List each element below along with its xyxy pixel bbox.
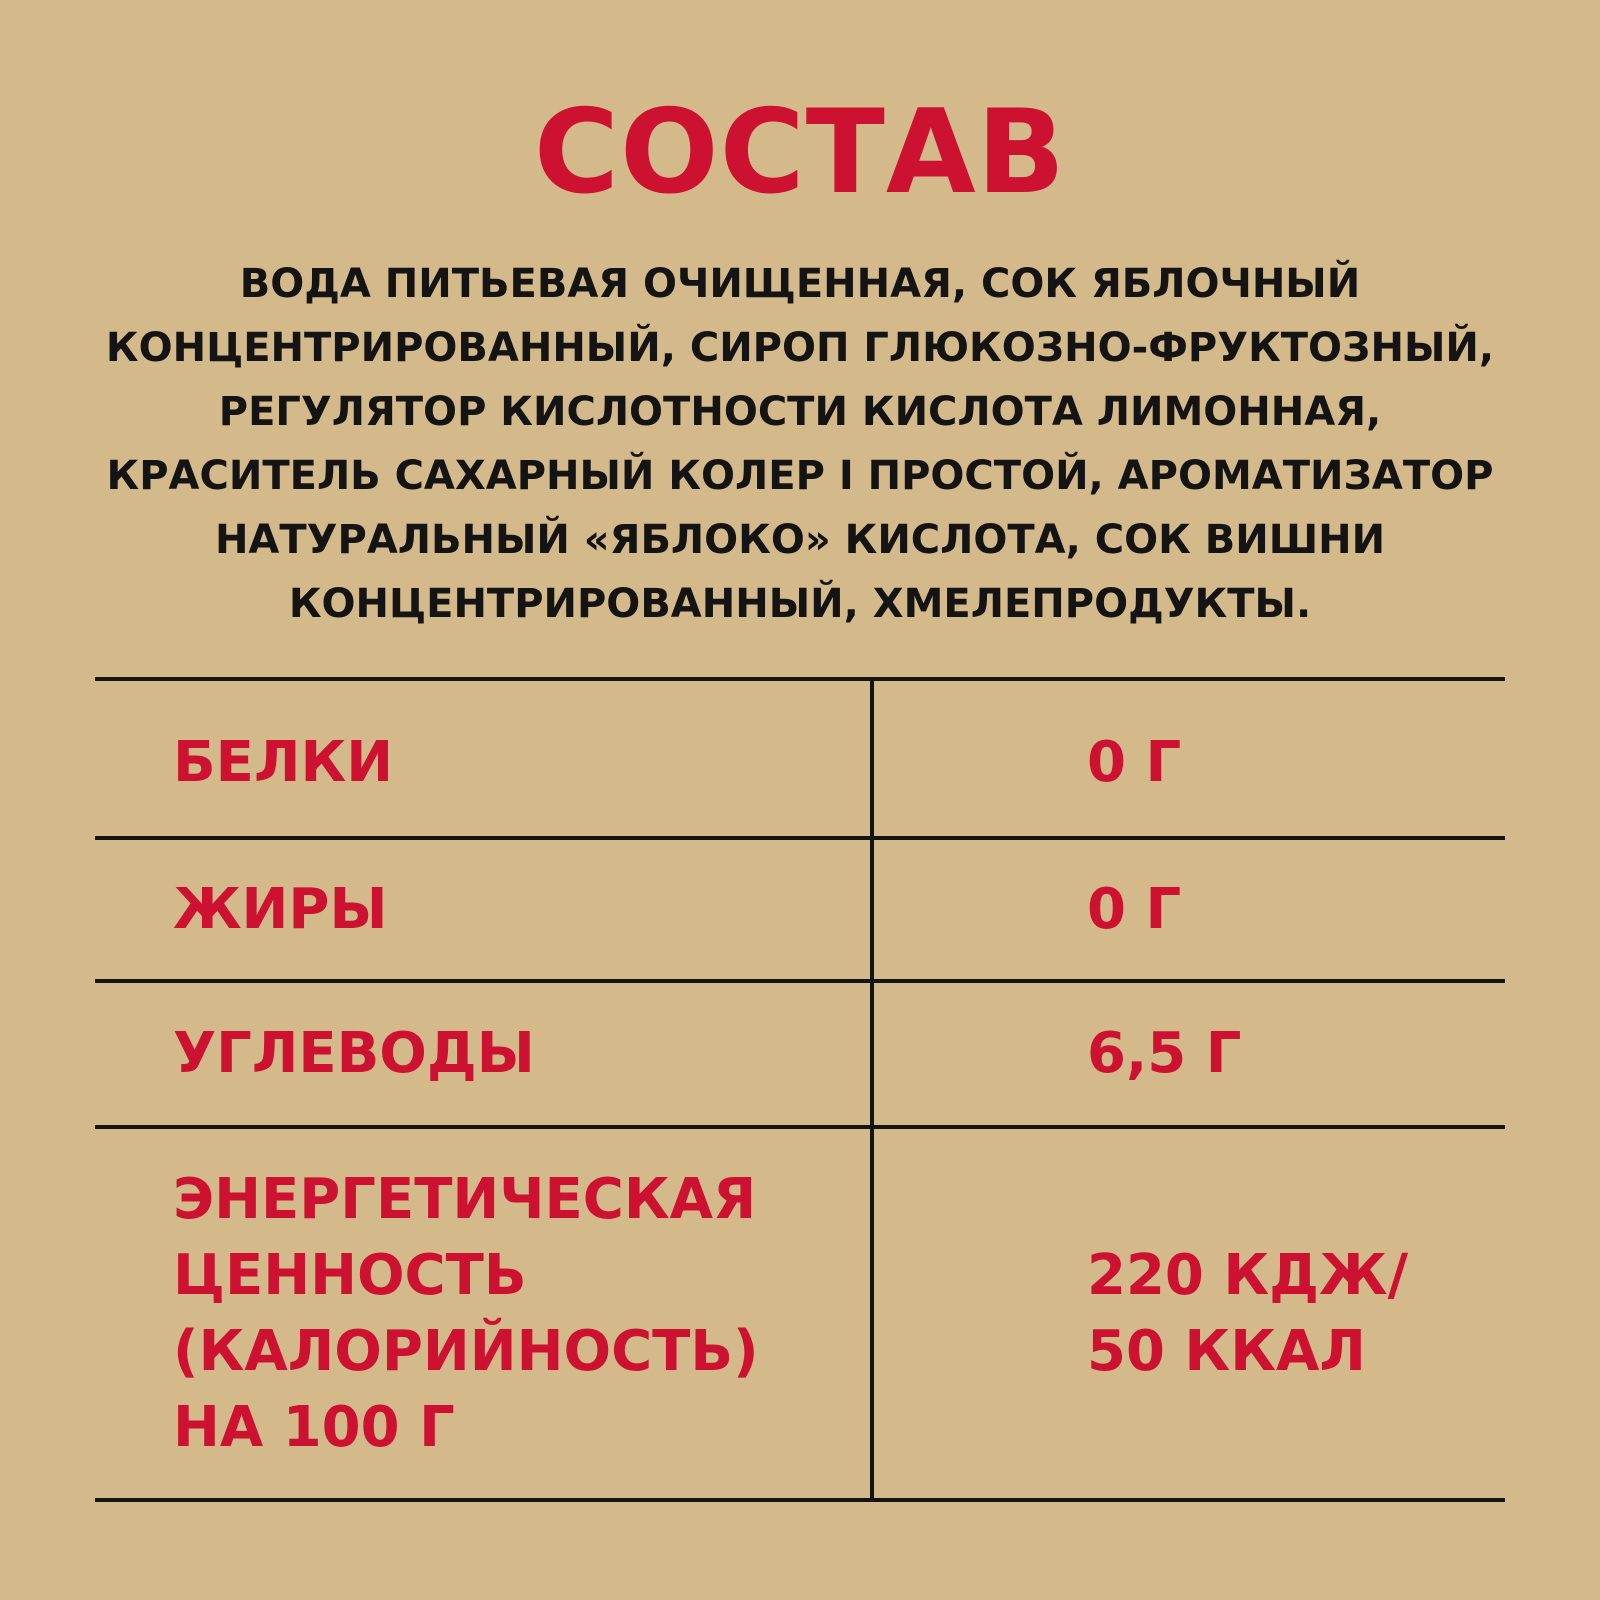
nutrition-table <box>95 677 1505 1502</box>
nutrient-value-line: 6,5 Г <box>1087 1021 1242 1086</box>
nutrient-label-fat <box>95 838 872 981</box>
ingredients-line: КРАСИТЕЛЬ САХАРНЫЙ КОЛЕР I ПРОСТОЙ, АРОМАТИЗАТОР <box>106 453 1494 499</box>
nutrient-label-energy <box>95 1127 872 1500</box>
ingredients-line: РЕГУЛЯТОР КИСЛОТНОСТИ КИСЛОТА ЛИМОННАЯ, <box>218 389 1382 435</box>
nutrient-value-line: 50 ККАЛ <box>1087 1318 1366 1384</box>
nutrient-label-carbs <box>95 981 872 1127</box>
nutrient-value-energy <box>872 1127 1505 1500</box>
ingredients-text <box>100 252 1500 636</box>
table-row <box>95 679 1505 838</box>
nutrient-label-line: УГЛЕВОДЫ <box>173 1021 535 1086</box>
nutrient-label-line: НА 100 Г <box>173 1394 455 1460</box>
nutrient-value-line: 0 Г <box>1087 876 1182 942</box>
table-row <box>95 1127 1505 1500</box>
ingredients-line: ВОДА ПИТЬЕВАЯ ОЧИЩЕННАЯ, СОК ЯБЛОЧНЫЙ <box>239 261 1361 307</box>
nutrient-label-protein <box>95 679 872 838</box>
page-title: СОСТАВ <box>533 85 1067 220</box>
nutrient-value-line: 220 КДЖ/ <box>1087 1242 1409 1308</box>
ingredients-line: НАТУРАЛЬНЫЙ «ЯБЛОКО» КИСЛОТА, СОК ВИШНИ <box>214 517 1386 563</box>
table-row <box>95 838 1505 981</box>
nutrient-value-fat <box>872 838 1505 981</box>
ingredients-line: КОНЦЕНТРИРОВАННЫЙ, СИРОП ГЛЮКОЗНО-ФРУКТОЗНЫЙ, <box>105 325 1495 371</box>
nutrient-value-line: 0 Г <box>1087 729 1182 795</box>
nutrient-value-protein <box>872 679 1505 838</box>
ingredients-line: КОНЦЕНТРИРОВАННЫЙ, ХМЕЛЕПРОДУКТЫ. <box>288 581 1312 627</box>
nutrient-label-line: ЭНЕРГЕТИЧЕСКАЯ <box>173 1166 757 1232</box>
nutrient-label-line: (КАЛОРИЙНОСТЬ) <box>173 1318 759 1384</box>
nutrient-label-line: БЕЛКИ <box>173 729 394 795</box>
nutrient-label-line: ЦЕННОСТЬ <box>173 1242 527 1308</box>
table-row <box>95 981 1505 1127</box>
nutrient-label-line: ЖИРЫ <box>173 876 388 942</box>
nutrient-value-carbs <box>872 981 1505 1127</box>
